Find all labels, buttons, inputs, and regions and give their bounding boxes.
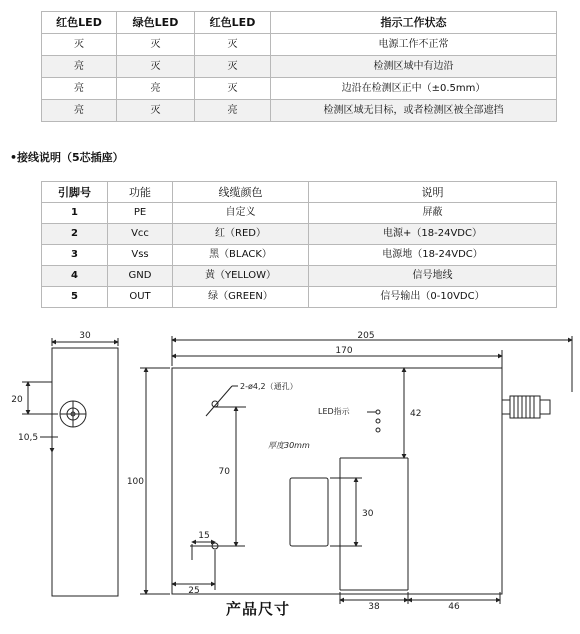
table-cell: 红（RED） (173, 224, 309, 245)
table-row (42, 56, 557, 78)
bullet-marker: • (10, 151, 18, 164)
dim-label-205: 205 (357, 331, 375, 341)
dim-label-20: 20 (11, 395, 23, 405)
table-cell: 2 (42, 224, 108, 245)
sensor-slot (290, 478, 328, 546)
table-cell: GND (108, 266, 173, 287)
table-cell: 屏蔽 (309, 203, 557, 224)
table-cell: 3 (42, 245, 108, 266)
wiring-section-heading (10, 149, 124, 165)
header-cell: 红色LED (42, 12, 117, 34)
thickness-label: 厚度30mm (268, 441, 310, 450)
table-header-row (42, 182, 557, 203)
header-cell: 指示工作状态 (271, 12, 557, 34)
table-row (42, 245, 557, 266)
table-cell: 黄（YELLOW） (173, 266, 309, 287)
dim-label-30: 30 (362, 509, 374, 519)
dim-label-170: 170 (335, 346, 353, 356)
table-cell: 灭 (195, 78, 271, 100)
table-row (42, 266, 557, 287)
table-row (42, 34, 557, 56)
table-cell: 绿（GREEN） (173, 287, 309, 308)
led-indicator-label: LED指示 (318, 407, 350, 416)
dim-label-100: 100 (126, 477, 144, 487)
table-cell: 亮 (195, 100, 271, 122)
dim-label-30-side: 30 (79, 331, 91, 341)
drawing-caption: 产品尺寸 (226, 600, 291, 618)
table-cell: 5 (42, 287, 108, 308)
hole-note: 2-ø4,2（通孔） (240, 382, 298, 391)
table-cell: 灭 (195, 56, 271, 78)
table-cell: 黑（BLACK） (173, 245, 309, 266)
table-cell: 电源地（18-24VDC） (309, 245, 557, 266)
table-cell: 亮 (42, 78, 117, 100)
table-cell: Vss (108, 245, 173, 266)
table-cell: 灭 (42, 34, 117, 56)
table-row (42, 203, 557, 224)
header-cell: 线缆颜色 (173, 182, 309, 203)
dim-label-42: 42 (410, 409, 422, 419)
table-cell: 信号输出（0-10VDC） (309, 287, 557, 308)
header-cell: 红色LED (195, 12, 271, 34)
table-cell: 4 (42, 266, 108, 287)
table-cell: 电源+（18-24VDC） (309, 224, 557, 245)
dim-label-15: 15 (198, 531, 210, 541)
table-cell: 灭 (117, 56, 195, 78)
table-cell: OUT (108, 287, 173, 308)
dim-label-38: 38 (368, 602, 380, 612)
table-row (42, 78, 557, 100)
table-cell: 检测区域中有边沿 (271, 56, 557, 78)
table-cell: 检测区域无目标，或者检测区被全部遮挡 (271, 100, 557, 122)
dim-label-46: 46 (448, 602, 460, 612)
table-cell: 1 (42, 203, 108, 224)
header-cell: 引脚号 (42, 182, 108, 203)
wiring-heading-text: 接线说明（5芯插座） (17, 151, 124, 164)
side-view-body (52, 348, 118, 596)
table-row (42, 100, 557, 122)
wiring-table (41, 181, 557, 308)
table-cell: 边沿在检测区正中（±0.5mm） (271, 78, 557, 100)
table-cell: PE (108, 203, 173, 224)
table-cell: 信号地线 (309, 266, 557, 287)
table-row (42, 287, 557, 308)
table-cell: 灭 (117, 100, 195, 122)
dim-label-25: 25 (188, 586, 200, 596)
dim-label-70: 70 (218, 467, 230, 477)
table-cell: 亮 (42, 56, 117, 78)
table-row (42, 224, 557, 245)
table-cell: Vcc (108, 224, 173, 245)
table-cell: 灭 (117, 34, 195, 56)
main-body-outline (172, 368, 502, 594)
table-cell: 亮 (117, 78, 195, 100)
header-cell: 说明 (309, 182, 557, 203)
table-cell: 自定义 (173, 203, 309, 224)
table-header-row (42, 12, 557, 34)
table-cell: 灭 (195, 34, 271, 56)
table-cell: 电源工作不正常 (271, 34, 557, 56)
header-cell: 功能 (108, 182, 173, 203)
table-cell: 亮 (42, 100, 117, 122)
header-cell: 绿色LED (117, 12, 195, 34)
led-status-table (41, 11, 557, 122)
dim-label-10-5: 10,5 (18, 433, 39, 443)
